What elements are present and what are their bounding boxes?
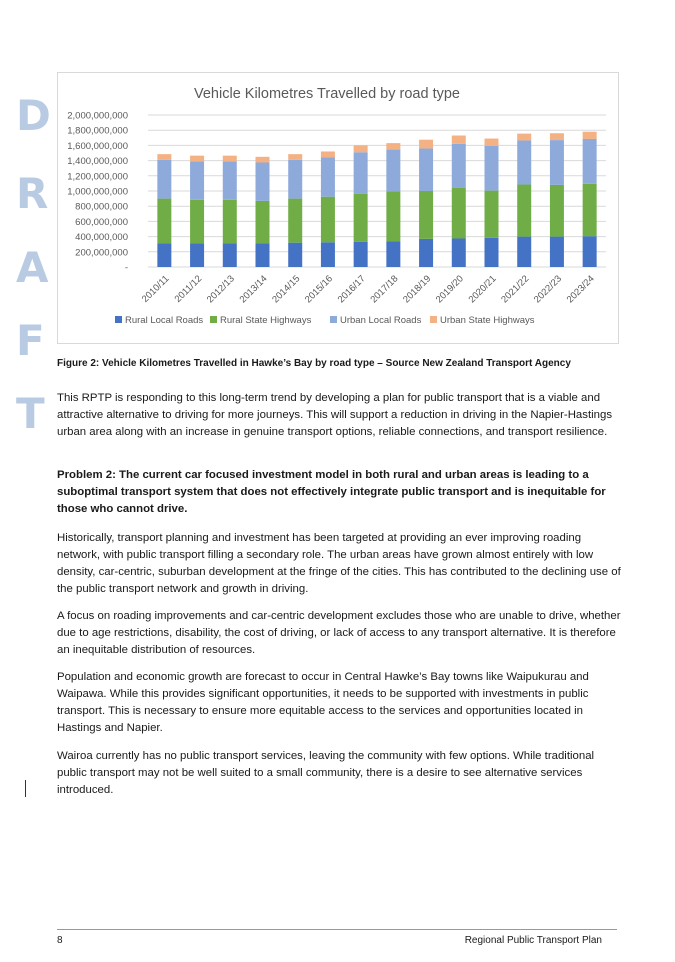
bar-segment <box>485 238 499 267</box>
x-tick-label: 2018/19 <box>401 273 434 306</box>
x-tick-label: 2014/15 <box>270 273 303 306</box>
bar-segment <box>419 148 433 191</box>
legend-label: Rural State Highways <box>220 315 312 326</box>
legend-swatch <box>330 316 337 323</box>
y-tick-label: 1,600,000,000 <box>67 140 128 152</box>
x-tick-label: 2012/13 <box>204 273 237 306</box>
bar-segment <box>550 237 564 267</box>
paragraph-roading-focus: A focus on roading improvements and car-centric development excludes those who are unable to drive, whether due to age restrictions, disability, the cost of driving, or lack of access to any transport alternative. It is therefore an inequitable distribution of resources. <box>57 610 621 656</box>
x-tick-label: 2022/23 <box>531 273 565 306</box>
bar-segment <box>485 146 499 191</box>
x-tick-label: 2015/16 <box>302 273 336 306</box>
y-tick-label: 1,200,000,000 <box>67 171 128 183</box>
bar-segment <box>517 134 531 141</box>
footer-divider <box>57 929 617 930</box>
bar-segment <box>452 239 466 268</box>
bar-segment <box>517 140 531 184</box>
bar-segment <box>550 133 564 140</box>
x-tick-label: 2010/11 <box>139 273 172 305</box>
x-tick-label: 2017/18 <box>368 273 401 306</box>
watermark-letter-r: R <box>16 169 49 218</box>
watermark-letter-t: T <box>16 389 45 438</box>
bar-segment <box>256 243 270 267</box>
x-tick-label: 2019/20 <box>433 273 466 306</box>
chart-title: Vehicle Kilometres Travelled by road type <box>194 86 460 102</box>
bar-segment <box>550 185 564 237</box>
bar-segment <box>223 156 237 162</box>
y-tick-label: 800,000,000 <box>75 201 128 213</box>
watermark-letter-f: F <box>16 316 45 365</box>
bar-segment <box>550 140 564 185</box>
bar-segment <box>223 243 237 267</box>
y-tick-label: 200,000,000 <box>75 247 128 259</box>
problem-2-heading: Problem 2: The current car focused investment model in both rural and urban areas is leading to a suboptimal transport system that does not effectively integrate public transport and is inequitable for those who cannot drive. <box>57 469 606 515</box>
bar-segment <box>354 145 368 152</box>
bar-segment <box>386 191 400 241</box>
bar-segment <box>386 241 400 267</box>
bar-segment <box>419 239 433 267</box>
y-tick-label: 1,000,000,000 <box>67 186 128 198</box>
bar-segment <box>452 144 466 188</box>
y-tick-label: 600,000,000 <box>75 216 128 228</box>
paragraph-wairoa: Wairoa currently has no public transport services, leaving the community with few options. While traditional public transport may not be well suited to a small community, there is a desire to see alternative services introduced. <box>57 750 595 796</box>
bar-segment <box>485 139 499 146</box>
footer-document-title: Regional Public Transport Plan <box>464 935 602 946</box>
chart-canvas <box>58 73 618 343</box>
bar-segment <box>583 236 597 267</box>
bar-segment <box>288 243 302 267</box>
y-tick-label: 1,800,000,000 <box>67 125 128 137</box>
page-number: 8 <box>57 935 63 946</box>
paragraph-historical-planning: Historically, transport planning and investment has been targeted at providing an ever improving roading network, with public transport filling a secondary role. The urban areas have grown almost entirely with low density, car-centric, suburban development at the fringe of the cities. This has contributed to the declining use of the public transport network and growth in driving. <box>57 532 621 595</box>
x-tick-label: 2023/24 <box>564 273 597 306</box>
bar-segment <box>157 160 171 199</box>
paragraph-population-growth: Population and economic growth are forecast to occur in Central Hawke’s Bay towns like Waipukurau and Waipawa. While this provides significant opportunities, it needs to be supported with investments in public transport. This is necessary to ensure more equitable access to the services and opportunities located in Hastings and Napier. <box>57 671 589 734</box>
x-tick-label: 2011/12 <box>172 273 205 305</box>
x-tick-label: 2020/21 <box>466 273 499 306</box>
bar-segment <box>157 243 171 267</box>
bar-segment <box>256 201 270 244</box>
bar-segment <box>517 237 531 267</box>
bar-segment <box>419 191 433 239</box>
figure-caption: Figure 2: Vehicle Kilometres Travelled in Hawke’s Bay by road type – Source New Zealand Transport Agency <box>57 358 571 369</box>
bar-segment <box>321 151 335 157</box>
bar-segment <box>321 157 335 197</box>
bar-segment <box>583 184 597 236</box>
watermark-letter-a: A <box>16 243 49 292</box>
x-tick-label: 2016/17 <box>335 273 368 306</box>
bar-segment <box>485 191 499 238</box>
bar-segment <box>190 156 204 162</box>
bar-segment <box>288 160 302 199</box>
bar-segment <box>354 152 368 193</box>
bar-segment <box>157 199 171 244</box>
legend-label: Rural Local Roads <box>125 315 204 326</box>
legend-label: Urban Local Roads <box>340 315 422 326</box>
legend-swatch <box>210 316 217 323</box>
bar-segment <box>419 140 433 149</box>
revision-marker <box>25 780 26 797</box>
bar-segment <box>386 143 400 149</box>
bar-segment <box>321 197 335 243</box>
y-tick-label: 1,400,000,000 <box>67 156 128 168</box>
bar-segment <box>386 150 400 192</box>
bar-segment <box>288 154 302 160</box>
bar-segment <box>223 200 237 244</box>
legend-swatch <box>430 316 437 323</box>
bar-segment <box>256 157 270 163</box>
bar-segment <box>223 161 237 199</box>
y-tick-label: 2,000,000,000 <box>67 110 128 122</box>
bar-segment <box>452 188 466 239</box>
bar-segment <box>157 154 171 160</box>
legend-swatch <box>115 316 122 323</box>
bar-segment <box>190 200 204 244</box>
bar-segment <box>321 242 335 267</box>
y-tick-label: - <box>124 262 128 274</box>
watermark-letter-d: D <box>16 91 51 140</box>
x-tick-label: 2013/14 <box>237 273 270 306</box>
bar-segment <box>354 194 368 242</box>
bar-segment <box>452 136 466 144</box>
paragraph-rptp-response: This RPTP is responding to this long-term trend by developing a plan for public transport that is a viable and attractive alternative to driving for more journeys. This will support a reduction in driving in the Napier-Hastings urban area along with an increase in genuine transport options, reliable connections, and transport resilience. <box>57 392 613 438</box>
bar-segment <box>190 161 204 199</box>
bar-segment <box>354 242 368 267</box>
vkt-chart <box>57 72 619 344</box>
bar-segment <box>517 185 531 237</box>
bar-segment <box>583 132 597 139</box>
bar-segment <box>583 139 597 184</box>
bar-segment <box>256 163 270 201</box>
legend-label: Urban State Highways <box>440 315 535 326</box>
y-tick-label: 400,000,000 <box>75 232 128 244</box>
x-tick-label: 2021/22 <box>499 273 532 306</box>
bar-segment <box>190 243 204 267</box>
bar-segment <box>288 199 302 243</box>
